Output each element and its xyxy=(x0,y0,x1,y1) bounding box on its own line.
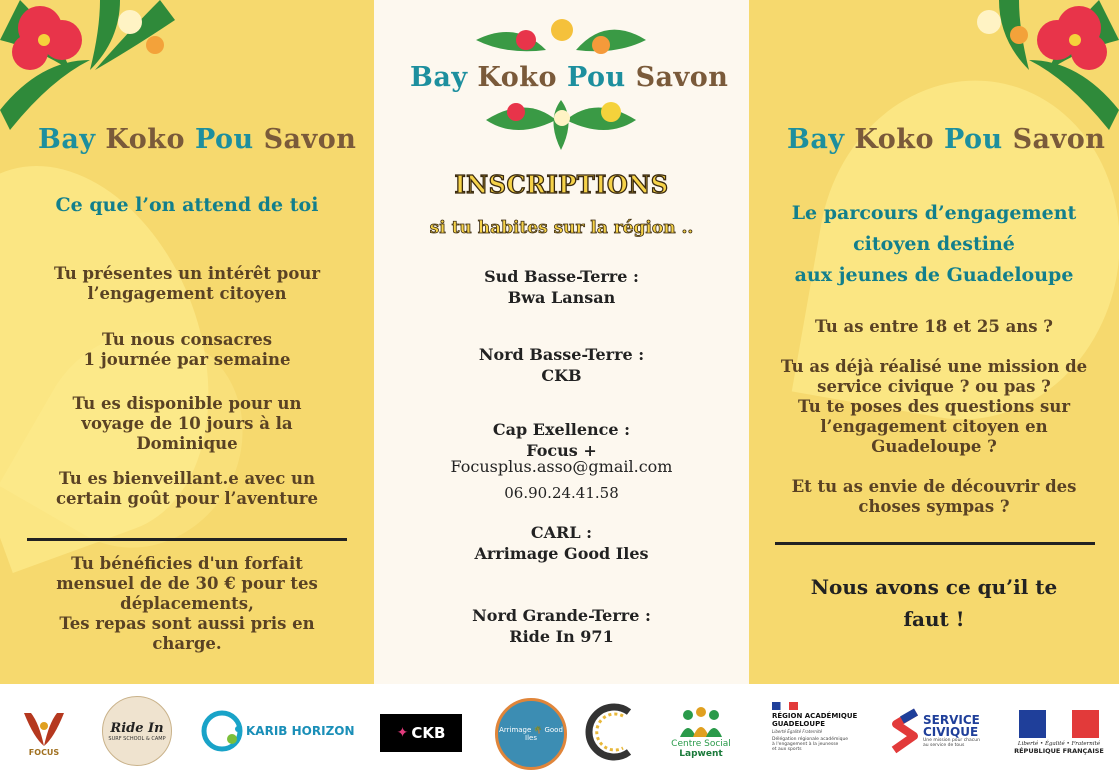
rf-motto: Liberté • Égalité • Fraternité xyxy=(1017,740,1101,747)
text-line: SERVICE xyxy=(923,713,980,727)
brand-word: Savon xyxy=(1012,124,1106,155)
text-line: mensuel de de 30 € pour tes xyxy=(56,574,318,593)
brand-word: Savon xyxy=(263,124,357,155)
text-line: l’engagement citoyen xyxy=(87,284,287,303)
text-line: Tu es bienveillant.e avec un xyxy=(58,469,316,488)
text-line: déplacements, xyxy=(120,594,254,613)
text-line: Tu es disponible pour un xyxy=(72,394,302,413)
right-question-discover xyxy=(749,477,1119,517)
region-line: à l'engagement à la jeunesse xyxy=(772,742,839,747)
karib-logo-text: KARIB HORIZON xyxy=(246,724,355,738)
text-line: Et tu as envie de découvrir des xyxy=(791,477,1077,496)
ridein-logo-subtext: SURF SCHOOL & CAMP xyxy=(108,735,166,742)
right-heading xyxy=(749,198,1119,291)
entry-org: Arrimage Good Iles xyxy=(474,544,649,563)
region-line: GUADELOUPE xyxy=(772,720,825,728)
text-line: faut ! xyxy=(903,607,965,631)
arrimage-logo-text: Arrimage 🌴 Good Iles xyxy=(499,726,563,742)
entry-nord-grande-terre xyxy=(374,605,749,647)
focus-logo-text: FOCUS xyxy=(28,747,60,757)
centre-social-text xyxy=(671,739,731,759)
text-line: l’engagement citoyen en xyxy=(820,417,1048,436)
cap-excellence-logo xyxy=(582,700,638,764)
hibiscus-flower-icon xyxy=(0,0,175,135)
service-civique-logo xyxy=(890,706,990,756)
people-group-icon xyxy=(676,705,726,739)
text-line: Tu présentes un intérêt pour xyxy=(53,264,321,283)
text-line: aux jeunes de Guadeloupe xyxy=(794,264,1074,286)
text-line: Dominique xyxy=(136,434,238,453)
ckb-figure-icon: ✦ xyxy=(396,725,409,741)
text-line: Tu as déjà réalisé une mission de xyxy=(780,357,1088,376)
left-item-4 xyxy=(20,469,354,509)
entry-org: CKB xyxy=(541,366,582,385)
left-item-3 xyxy=(20,394,354,454)
rf-name: RÉPUBLIQUE FRANÇAISE xyxy=(1014,746,1104,755)
text-line: service civique ? ou pas ? xyxy=(817,377,1051,396)
ridein-logo xyxy=(102,696,172,766)
entry-carl xyxy=(374,522,749,564)
brand-title xyxy=(787,124,1105,155)
divider xyxy=(27,538,347,541)
middle-panel xyxy=(374,0,749,684)
entry-cap-excellence xyxy=(374,419,749,461)
left-heading: Ce que l’on attend de toi xyxy=(55,194,319,216)
left-item-2 xyxy=(20,330,354,370)
text-line: CIVIQUE xyxy=(923,725,979,739)
inscriptions-title: INSCRIPTIONS xyxy=(454,170,669,199)
motto-word: Fraternité xyxy=(802,729,823,734)
text-line: Tu te poses des questions sur xyxy=(797,397,1071,416)
service-civique-text xyxy=(923,714,980,748)
text-line: Tu bénéficies d'un forfait xyxy=(71,554,303,573)
marianne-flag-icon xyxy=(1019,710,1099,738)
region-line: RÉGION ACADÉMIQUE xyxy=(772,712,858,720)
motto-word: Égalité xyxy=(787,729,802,734)
text-line: Le parcours d’engagement xyxy=(791,202,1077,224)
brand-word: Bay xyxy=(787,124,845,155)
karib-horizon-logo xyxy=(200,708,370,754)
text-line: charge. xyxy=(152,634,222,653)
brand-word: Pou xyxy=(943,124,1003,155)
focus-hands-icon xyxy=(19,708,69,748)
right-question-age: Tu as entre 18 et 25 ans ? xyxy=(815,317,1053,336)
entry-sud-basse-terre xyxy=(374,266,749,308)
brand-word: Bay xyxy=(410,62,468,93)
brand-word: Pou xyxy=(194,124,254,155)
centre-social-lapwent-logo xyxy=(660,698,742,766)
text-line: au service de tous xyxy=(923,743,965,748)
right-question-mission xyxy=(749,357,1119,457)
brand-word: Koko xyxy=(854,124,935,155)
partner-logos-strip xyxy=(0,684,1119,780)
region-line: Délégation régionale académique xyxy=(772,737,849,742)
entry-org: Ride In 971 xyxy=(509,627,614,646)
left-panel xyxy=(0,0,374,684)
ckb-logo-text: CKB xyxy=(411,724,446,742)
text-line: choses sympas ? xyxy=(858,497,1010,516)
arrimage-logo xyxy=(495,698,567,770)
brand-word: Koko xyxy=(105,124,186,155)
closing-statement xyxy=(749,571,1119,635)
brand-word: Savon xyxy=(635,62,729,93)
brand-title xyxy=(410,62,728,93)
focus-phone[interactable]: 06.90.24.41.58 xyxy=(504,484,619,502)
brand-word: Koko xyxy=(477,62,558,93)
s-shape-icon xyxy=(890,708,920,754)
region-motto xyxy=(772,729,872,734)
ckb-logo xyxy=(380,714,462,752)
left-item-1 xyxy=(20,264,354,304)
focus-email-link[interactable]: Focusplus.asso@gmail.com xyxy=(450,457,673,476)
text-line: Tu nous consacres xyxy=(101,330,273,349)
french-flag-icon xyxy=(772,702,798,710)
entry-org: Focus + xyxy=(526,441,597,460)
text-line: 1 journée par semaine xyxy=(83,350,291,369)
text-line: voyage de 10 jours à la xyxy=(81,414,293,433)
region-line: et aux sports xyxy=(772,747,802,752)
entry-region: Cap Exellence : xyxy=(492,420,631,439)
republique-francaise-logo xyxy=(1010,706,1108,758)
left-benefits xyxy=(20,554,354,654)
text-line: Une mission pour chacun xyxy=(923,738,980,743)
motto-word: Liberté xyxy=(772,729,787,734)
brand-word: Pou xyxy=(566,62,626,93)
text-line: Centre Social xyxy=(671,739,731,749)
entry-nord-basse-terre xyxy=(374,344,749,386)
text-line: citoyen destiné xyxy=(853,233,1015,255)
text-line: Tes repas sont aussi pris en xyxy=(59,614,315,633)
entry-region: Sud Basse-Terre : xyxy=(484,267,639,286)
text-line: certain goût pour l’aventure xyxy=(55,489,319,508)
entry-region: Nord Basse-Terre : xyxy=(478,345,645,364)
divider xyxy=(775,542,1095,545)
hibiscus-flower-icon xyxy=(939,0,1119,135)
ridein-logo-text: Ride In xyxy=(110,720,164,736)
entry-region: CARL : xyxy=(530,523,593,542)
inscriptions-subtitle: si tu habites sur la région .. xyxy=(429,218,694,238)
c-letter-icon xyxy=(583,702,637,762)
text-line: Lapwent xyxy=(679,749,723,759)
text-line: Guadeloupe ? xyxy=(871,437,997,456)
text-line: Nous avons ce qu’il te xyxy=(810,575,1058,599)
region-academique-logo xyxy=(772,702,872,764)
right-panel xyxy=(749,0,1119,684)
focus-logo xyxy=(14,700,74,764)
brand-title xyxy=(38,124,356,155)
entry-org: Bwa Lansan xyxy=(507,288,616,307)
brand-word: Bay xyxy=(38,124,96,155)
entry-region: Nord Grande-Terre : xyxy=(472,606,651,625)
karib-circles-icon xyxy=(200,709,244,753)
